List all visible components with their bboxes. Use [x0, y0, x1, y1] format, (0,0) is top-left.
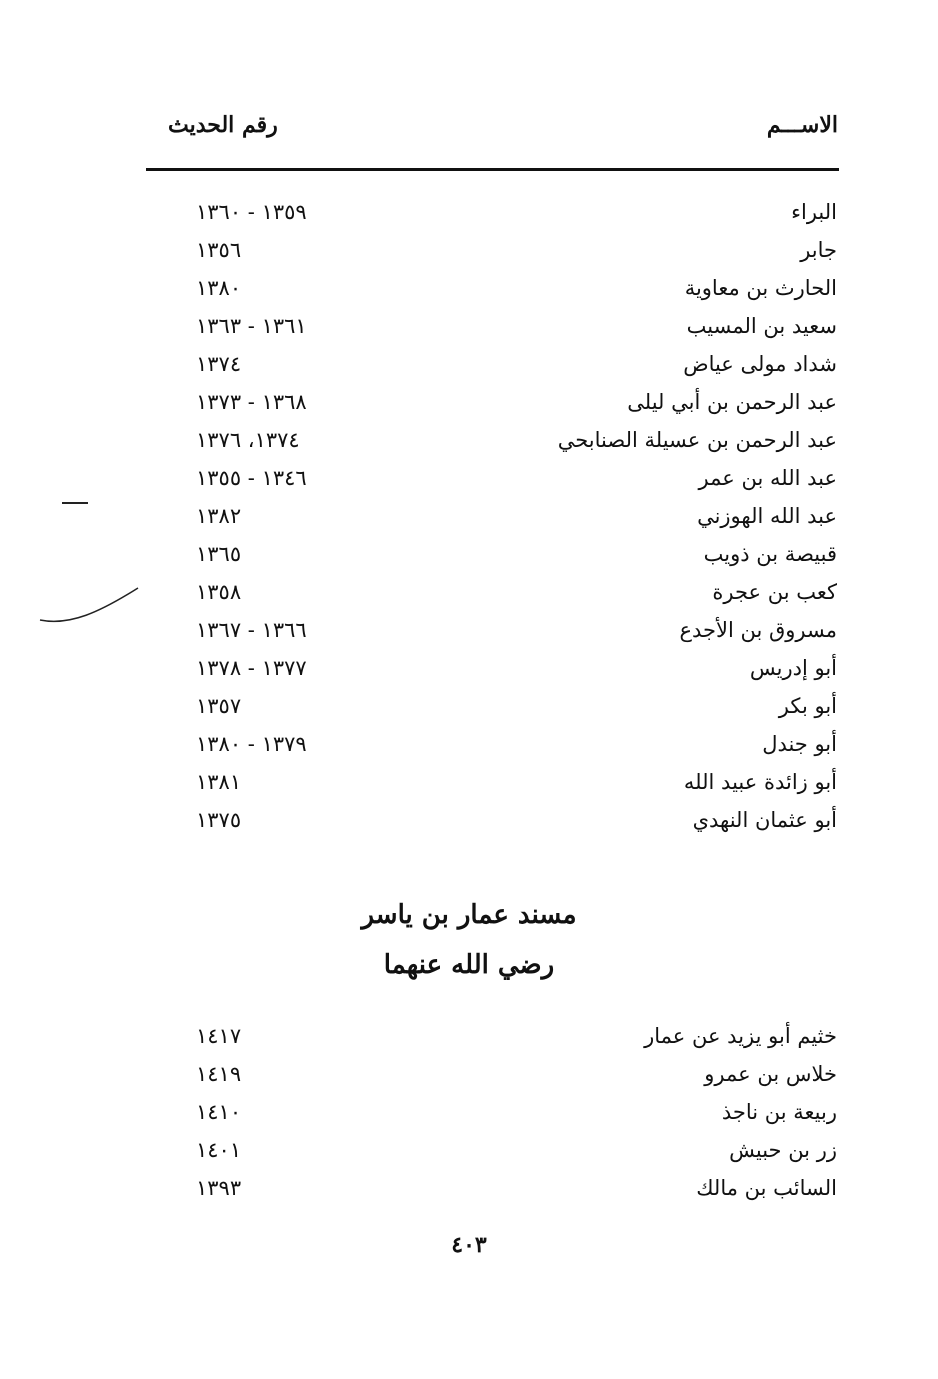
narrator-name: أبو إدريس: [749, 656, 837, 680]
narrator-name: سعيد بن المسيب: [686, 314, 837, 338]
section-subtitle: رضي الله عنهما: [383, 950, 555, 980]
hadith-numbers: ١٣٩٣: [196, 1176, 242, 1200]
narrator-name: عبد الرحمن بن عسيلة الصنابحي: [557, 428, 837, 452]
section-title: مسند عمار بن ياسر: [361, 900, 577, 930]
hadith-numbers: ١٣٨٠: [196, 276, 242, 300]
narrator-name: عبد الرحمن بن أبي ليلى: [627, 390, 837, 414]
narrator-name: أبو عثمان النهدي: [692, 808, 837, 832]
hadith-numbers: ١٣٧٥: [196, 808, 242, 832]
narrator-name: كعب بن عجرة: [712, 580, 837, 604]
hadith-numbers: ١٣٦٥: [196, 542, 242, 566]
hadith-numbers: ١٣٨٢: [196, 504, 242, 528]
hadith-numbers: ١٤١٩: [196, 1062, 242, 1086]
margin-curve-mark: [40, 588, 138, 621]
narrator-name: زر بن حبيش: [729, 1138, 837, 1162]
narrator-name: خثيم أبو يزيد عن عمار: [644, 1024, 837, 1048]
hadith-numbers: ١٣٨١: [196, 770, 242, 794]
hadith-numbers: ١٣٧٧ - ١٣٧٨: [196, 656, 307, 680]
narrator-name: أبو بكر: [778, 694, 837, 718]
hadith-numbers: ١٣٥٦: [196, 238, 242, 262]
hadith-numbers: ١٣٥٧: [196, 694, 242, 718]
hadith-numbers: ١٣٤٦ - ١٣٥٥: [196, 466, 307, 490]
hadith-numbers: ١٤١٠: [196, 1100, 242, 1124]
narrator-name: أبو زائدة عبيد الله: [683, 770, 837, 794]
hadith-numbers: ١٣٧٤، ١٣٧٦: [196, 428, 300, 452]
hadith-numbers: ١٣٥٨: [196, 580, 242, 604]
hadith-numbers: ١٤٠١: [196, 1138, 242, 1162]
column-header-number: رقم الحديث: [168, 112, 278, 138]
narrator-name: شداد مولى عياض: [683, 352, 837, 376]
narrator-name: قبيصة بن ذويب: [703, 542, 837, 566]
narrator-name: السائب بن مالك: [696, 1176, 837, 1200]
narrator-name: الحارث بن معاوية: [684, 276, 837, 300]
hadith-numbers: ١٤١٧: [196, 1024, 242, 1048]
page-number: ٤٠٣: [451, 1232, 487, 1258]
narrator-name: مسروق بن الأجدع: [679, 618, 837, 642]
narrator-name: ربيعة بن ناجذ: [721, 1100, 837, 1124]
narrator-name: خلاس بن عمرو: [704, 1062, 837, 1086]
narrator-name: عبد الله الهوزني: [697, 504, 837, 528]
narrator-name: البراء: [791, 200, 837, 224]
hadith-numbers: ١٣٦١ - ١٣٦٣: [196, 314, 307, 338]
narrator-name: عبد الله بن عمر: [698, 466, 837, 490]
narrator-name: أبو جندل: [762, 732, 837, 756]
hadith-numbers: ١٣٥٩ - ١٣٦٠: [196, 200, 307, 224]
hadith-numbers: ١٣٦٨ - ١٣٧٣: [196, 390, 307, 414]
hadith-numbers: ١٣٦٦ - ١٣٦٧: [196, 618, 307, 642]
narrator-name: جابر: [800, 238, 837, 262]
hadith-numbers: ١٣٧٩ - ١٣٨٠: [196, 732, 307, 756]
column-header-name: الاســـم: [766, 112, 838, 138]
hadith-numbers: ١٣٧٤: [196, 352, 242, 376]
